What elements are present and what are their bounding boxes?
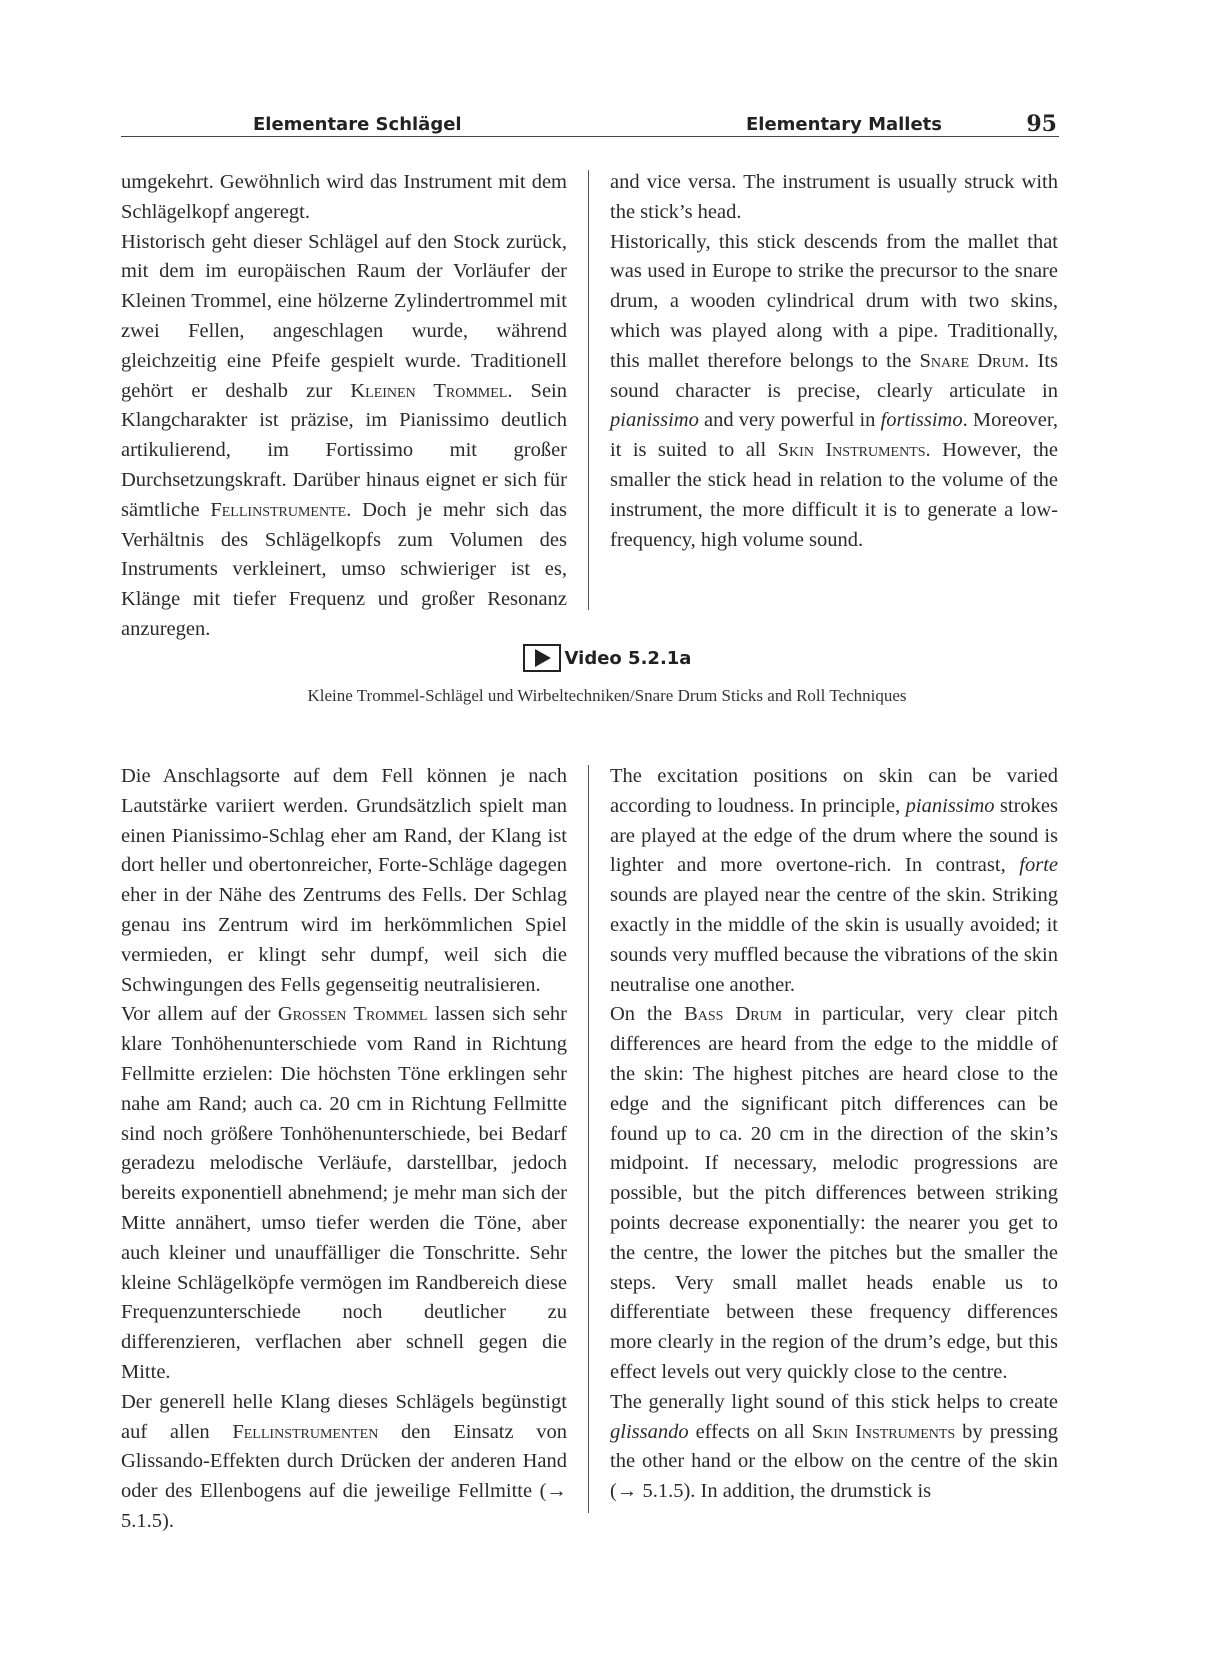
header-title-german: Elementare Schlägel — [253, 114, 462, 135]
paragraph: Historically, this stick descends from the mallet that was used in Europe to strike the precursor to the snare drum, a wooden cylindrical drum with two skins, which was played along with a pipe. Traditionally, this mallet therefore belongs to the Snare Drum. Its sound character is precise, clearly articulate in pianissimo and very powerful in fortissimo. Moreover, it is suited to all Skin Instruments. However, the smaller the stick head in relation to the volume of the instrument, the more difficult it is to generate a low-frequency, high volume sound. — [610, 230, 1059, 551]
video-reference[interactable] — [0, 644, 1214, 672]
column-divider — [588, 170, 589, 610]
paragraph: Die Anschlagsorte auf dem Fell können je nach Lautstärke variiert werden. Grundsätzlich spielt man einen Pianissimo-Schlag eher am Rand, der Klang ist dort heller und obertonreicher, Forte-Schläge dagegen eher in der Nähe des Zentrums des Fells. Der Schlag genau ins Zentrum wird im herkömmlichen Spiel vermieden, er klingt sehr dumpf, weil sich die Schwingungen des Fells gegenseitig neutralisieren. — [121, 765, 567, 996]
german-column-2 — [121, 762, 567, 1537]
paragraph: The generally light sound of this stick helps to create glissando effects on all Skin Instruments by pressing the other hand or the elbow on the centre of the skin (→ 5.1.5). In addition, the drumstick is — [610, 1390, 1058, 1503]
running-header — [121, 108, 1059, 137]
paragraph: and vice versa. The instrument is usually struck with the stick’s head. — [610, 171, 1058, 223]
video-caption: Kleine Trommel-Schlägel und Wirbeltechniken/Snare Drum Sticks and Roll Techniques — [307, 686, 907, 705]
video-label[interactable]: Video 5.2.1a — [564, 647, 692, 669]
paragraph: Historisch geht dieser Schlägel auf den Stock zurück, mit dem im europäischen Raum der Vorläufer der Kleinen Trommel, eine hölzerne Zylindertrommel mit zwei Fellen, angeschlagen wurde, während gleichzeitig eine Pfeife gespielt wurde. Traditionell gehört er deshalb zur Kleinen Trommel. Sein Klangcharakter ist präzise, im Pianissimo deutlich artikulierend, im Fortissimo mit großer Durchsetzungskraft. Darüber hinaus eignet er sich für sämtliche Fellinstrumente. Doch je mehr sich das Verhältnis des Schlägelkopfs zum Volumen des Instruments verkleinert, umso schwieriger ist es, Klänge mit tiefer Frequenz und großer Resonanz anzuregen. — [121, 230, 567, 640]
paragraph: Vor allem auf der Grossen Trommel lassen sich sehr klare Tonhöhenunterschiede vom Rand in Richtung Fellmitte erzielen: Die höchsten Töne erklingen sehr nahe am Rand; auch ca. 20 cm in Richtung Fellmitte sind noch größere Tonhöhenunterschiede, bei Bedarf geradezu melodische Verläufe, darstellbar, jedoch bereits exponentiell abnehmend; je mehr man sich der Mitte annähert, umso tiefer werden die Töne, aber auch kleiner und unauffälliger die Tonschritte. Sehr kleine Schlägelköpfe vermögen im Randbereich diese Frequenzunterschiede noch deutlicher zu differenzieren, verflachen aber schnell gegen die Mitte. — [121, 1003, 567, 1383]
english-column-1 — [610, 168, 1058, 555]
header-title-english: Elementary Mallets — [746, 114, 943, 135]
german-column-1 — [121, 168, 567, 645]
play-icon[interactable] — [523, 644, 561, 672]
paragraph: Der generell helle Klang dieses Schlägels begünstigt auf allen Fellinstrumenten den Einsatz von Glissando-Effekten durch Drücken der anderen Hand oder des Ellenbogens auf die jeweilige Fellmitte (→ 5.1.5). — [121, 1390, 567, 1532]
page-number: 95 — [1026, 111, 1057, 137]
paragraph: On the Bass Drum in particular, very clear pitch differences are heard from the edge to the middle of the skin: The highest pitches are heard close to the edge and the significant pitch differences can be found up to ca. 20 cm in the direction of the skin’s midpoint. If necessary, melodic progressions are possible, but the pitch differences between striking points decrease exponentially: the nearer you get to the centre, the lower the pitches but the smaller the steps. Very small mallet heads enable us to differentiate between these frequency differences more clearly in the region of the drum’s edge, but this effect levels out very quickly close to the centre. — [610, 1003, 1059, 1383]
english-column-2 — [610, 762, 1058, 1507]
paragraph: The excitation positions on skin can be varied according to loudness. In principle, pianissimo strokes are played at the edge of the drum where the sound is lighter and more overtone-rich. In contrast, forte sounds are played near the centre of the skin. Striking exactly in the middle of the skin is usually avoided; it sounds very muffled because the vibrations of the skin neutralise one another. — [610, 765, 1059, 996]
column-divider — [588, 765, 589, 1513]
paragraph: umgekehrt. Gewöhnlich wird das Instrument mit dem Schlägelkopf angeregt. — [121, 171, 567, 223]
